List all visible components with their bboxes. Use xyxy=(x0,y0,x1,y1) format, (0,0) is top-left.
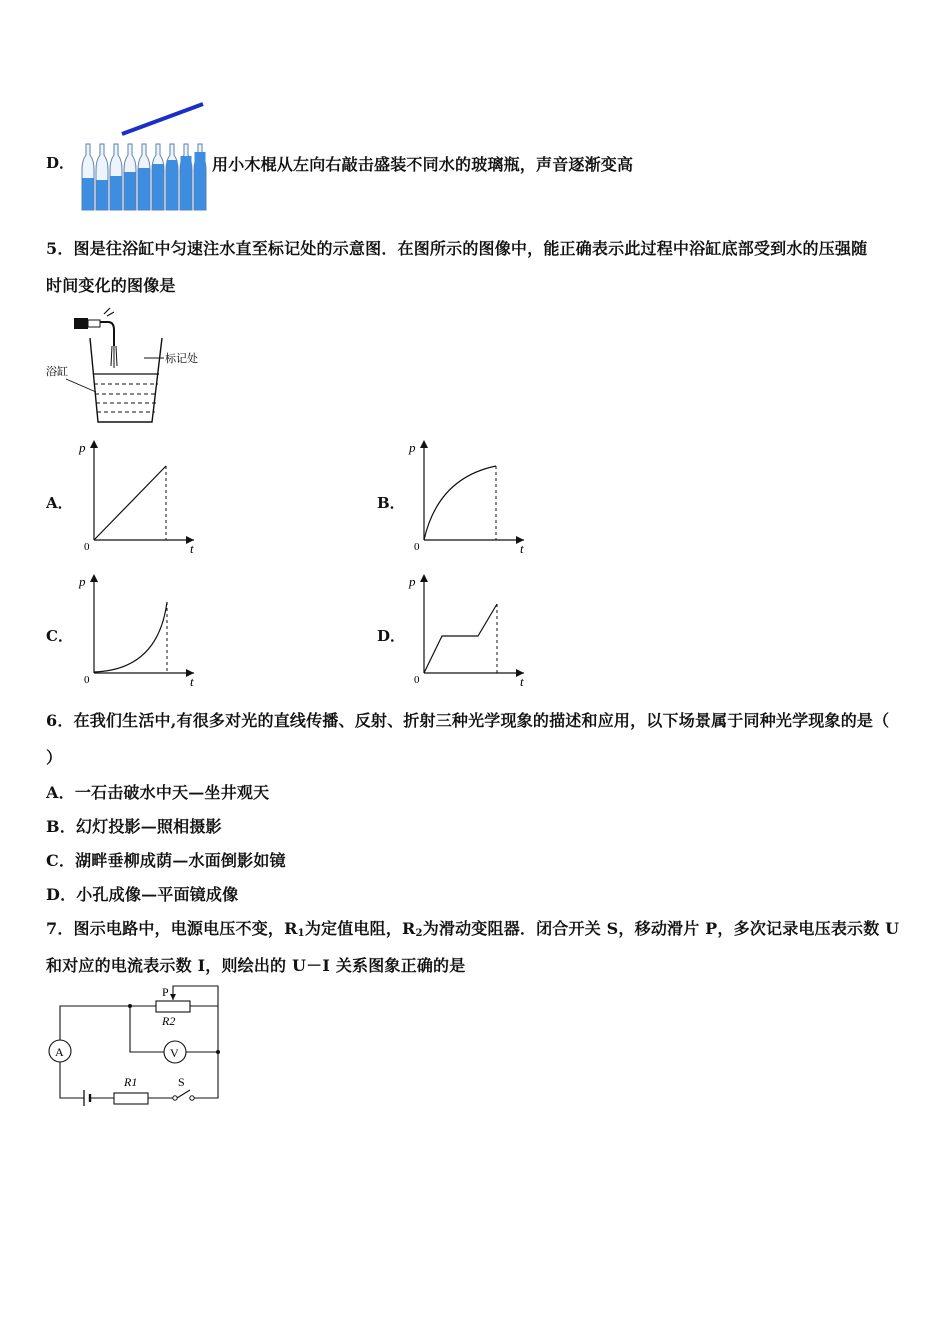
wire-bottom-right xyxy=(192,1052,218,1098)
bottle-3 xyxy=(110,144,122,210)
graph-d-origin: 0 xyxy=(414,674,420,686)
water-dashes xyxy=(94,384,158,412)
bottle-8 xyxy=(180,144,192,210)
q5-graph-d-label: D． xyxy=(377,627,406,645)
switch-contact-right xyxy=(190,1096,194,1100)
graph-c xyxy=(74,570,204,692)
circuit-diagram xyxy=(44,982,226,1112)
bottle-1 xyxy=(82,144,94,210)
slider-arrowhead xyxy=(170,994,176,1000)
graph-d-curve xyxy=(424,604,497,673)
graph-c-curve xyxy=(94,602,167,672)
graph-a-origin: 0 xyxy=(84,541,90,553)
label-r2: R2 xyxy=(162,1014,176,1028)
graph-c-x-label: t xyxy=(190,674,194,689)
q5-graph-a-label: A． xyxy=(46,494,73,512)
switch-s xyxy=(177,1090,190,1098)
q7-sub2: 2 xyxy=(415,928,423,939)
faucet-icon xyxy=(74,308,114,346)
glass-bottles xyxy=(82,144,206,210)
wire-top-left xyxy=(60,1006,130,1040)
bottle-5 xyxy=(138,144,150,210)
graph-a xyxy=(74,436,204,558)
ammeter-label: A xyxy=(55,1045,64,1059)
bathtub-figure xyxy=(44,306,214,428)
graph-b xyxy=(404,436,534,558)
label-s: S xyxy=(178,1075,185,1089)
wooden-stick xyxy=(122,104,203,134)
graph-a-curve xyxy=(94,466,166,540)
graph-c-y-label: p xyxy=(79,574,86,589)
resistor-r1 xyxy=(114,1093,148,1104)
q6-option-d: D．小孔成像—平面镜成像 xyxy=(46,885,239,904)
q5-graph-b-label: B． xyxy=(377,494,405,512)
bottle-2 xyxy=(96,144,108,210)
switch-contact-left xyxy=(173,1096,177,1100)
mark-label: 标记处 xyxy=(165,353,198,365)
q6-option-a: A．一石击破水中天—坐井观天 xyxy=(46,783,270,802)
water-stream xyxy=(111,346,117,368)
q7-stem-line1 xyxy=(46,916,899,939)
junction-left xyxy=(128,1004,132,1008)
bottle-9 xyxy=(194,144,206,210)
q4-option-d-label: D． xyxy=(46,154,75,172)
q5-graph-c-label: C． xyxy=(46,627,73,645)
wire-bottom-left xyxy=(60,1062,84,1098)
q5-stem-line1: 5．图是往浴缸中匀速注水直至标记处的示意图．在图所示的图像中，能正确表示此过程中浴缸底部受到水的压强随 xyxy=(46,239,868,258)
graph-a-x-label: t xyxy=(190,541,194,556)
wire-voltmeter-left xyxy=(130,1006,164,1052)
graph-b-origin: 0 xyxy=(414,541,420,553)
q6-stem-line2: ） xyxy=(46,748,63,767)
tub-label: 浴缸 xyxy=(46,366,68,378)
q6-option-c: C．湖畔垂柳成荫—水面倒影如镜 xyxy=(46,851,286,870)
bathtub-outline xyxy=(90,338,162,422)
graph-c-origin: 0 xyxy=(84,674,90,686)
tub-leader-line xyxy=(66,379,96,392)
q7-sub1: 1 xyxy=(297,928,305,939)
graph-b-curve xyxy=(424,466,496,540)
graph-a-y-label: p xyxy=(79,440,86,455)
q5-stem-line2: 时间变化的图像是 xyxy=(46,276,176,295)
bottle-6 xyxy=(152,144,164,210)
q6-option-b: B．幻灯投影—照相摄影 xyxy=(46,817,222,836)
q7-stem-part1: 7．图示电路中，电源电压不变，R xyxy=(46,919,298,938)
q6-stem-line1: 6．在我们生活中,有很多对光的直线传播、反射、折射三种光学现象的描述和应用，以下场景属于同种光学现象的是（ xyxy=(46,711,890,730)
label-r1: R1 xyxy=(124,1075,138,1089)
q7-stem-line2: 和对应的电流表示数 I，则绘出的 U－I 关系图象正确的是 xyxy=(46,956,466,975)
junction-right xyxy=(216,1050,220,1054)
voltmeter-label: V xyxy=(170,1046,179,1060)
q7-stem-part2: 为定值电阻，R xyxy=(304,919,416,938)
graph-d-y-label: p xyxy=(409,574,416,589)
bottle-4 xyxy=(124,144,136,210)
graph-b-y-label: p xyxy=(409,440,416,455)
bottle-7 xyxy=(166,144,178,210)
bottles-illustration xyxy=(76,98,210,216)
q7-stem-part3: 为滑动变阻器．闭合开关 S，移动滑片 P，多次记录电压表示数 U xyxy=(422,919,900,938)
label-p: P xyxy=(162,985,169,999)
graph-b-x-label: t xyxy=(520,541,524,556)
graph-d-x-label: t xyxy=(520,674,524,689)
resistor-r2 xyxy=(156,1001,190,1012)
q4-option-d-text: 用小木棍从左向右敲击盛装不同水的玻璃瓶，声音逐渐变高 xyxy=(212,155,634,174)
graph-d xyxy=(404,570,534,692)
